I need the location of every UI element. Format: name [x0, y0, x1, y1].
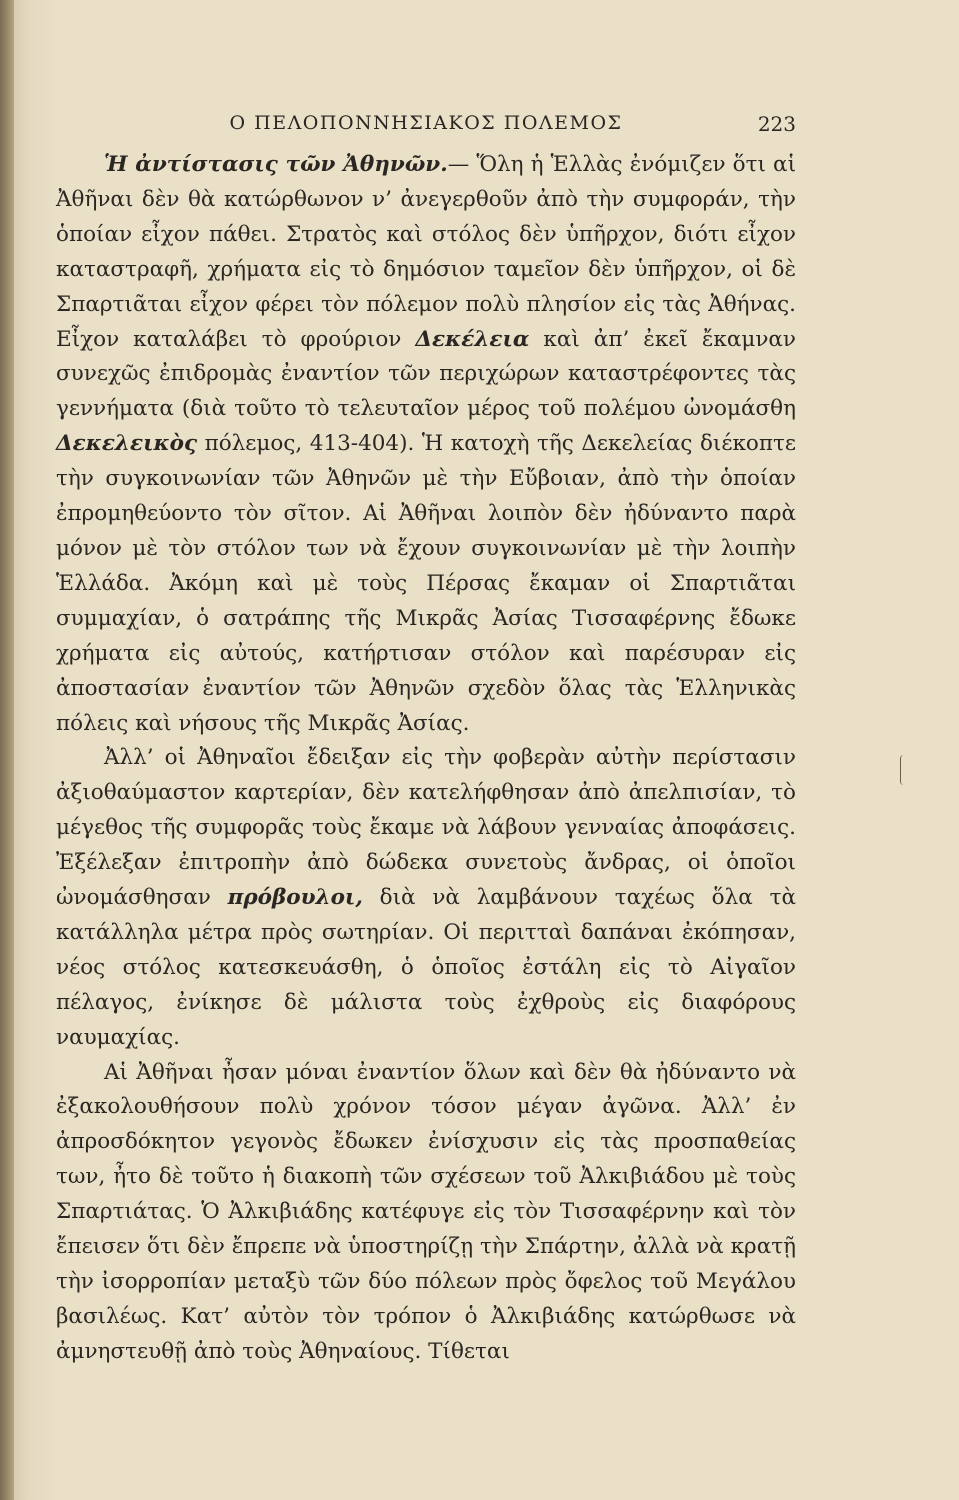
paragraph-text: — Ὅλη ἡ Ἑλλὰς ἐνόμιζεν ὅτι αἱ Ἀθῆναι δὲν θὰ κατώρθωνον ν’ ἀνεγερθοῦν ἀπὸ τὴν συμφοράν, τὴν ὁποίαν εἶχον πάθει. Στρατὸς καὶ στόλος δὲν ὑπῆρχον, διότι εἶχον καταστραφῆ, χρήματα εἰς τὸ δημόσιον ταμεῖον δὲν ὑπῆρχον, οἱ δὲ Σπαρτιᾶται εἶχον φέρει τὸν πόλεμον πολὺ πλησίον εἰς τὰς Ἀθήνας. Εἶχον καταλάβει τὸ φρούριον	[56, 152, 796, 352]
emphasized-term: Δεκέλεια	[415, 326, 530, 352]
emphasized-term: Δεκελεικὸς	[56, 431, 198, 457]
page-number: 223	[757, 112, 796, 136]
paragraph-3	[56, 1056, 796, 1370]
paragraph-text: πόλεμος, 413-404). Ἡ κατοχὴ τῆς Δεκελείας διέκοπτε τὴν συγκοινωνίαν τῶν Ἀθηνῶν μὲ τὴν Εὔβοιαν, ἀπὸ τὴν ὁποίαν ἐπρομηθεύοντο τὸν σῖτον. Αἱ Ἀθῆναι λοιπὸν δὲν ἠδύναντο παρὰ μόνον μὲ τὸν στόλον των νὰ ἔχουν συγκοινωνίαν μὲ τὴν λοιπὴν Ἑλλάδα. Ἀκόμη καὶ μὲ τοὺς Πέρσας ἔκαμαν οἱ Σπαρτιᾶται συμμαχίαν, ὁ σατράπης τῆς Μικρᾶς Ἀσίας Τισσαφέρνης ἔδωκε χρήματα εἰς αὐτούς, κατήρτισαν στόλον καὶ παρέσυραν εἰς ἀποστασίαν ἐναντίον τῶν Ἀθηνῶν σχεδὸν ὅλας τὰς Ἑλληνικὰς πόλεις καὶ νήσους τῆς Μικρᾶς Ἀσίας.	[56, 431, 796, 736]
paragraph-1	[56, 148, 796, 741]
body-text	[56, 148, 796, 1370]
paragraph-text: καὶ ἀπ’ ἐκεῖ ἔκαμναν συνεχῶς ἐπιδρομὰς ἐναντίον τῶν περιχώρων καταστρέφοντες τὰς γεννήματα (διὰ τοῦτο τὸ τελευταῖον μέρος τοῦ πολέμου ὠνομάσθη	[56, 326, 796, 422]
paragraph-text: Ἀλλ’ οἱ Ἀθηναῖοι ἔδειξαν εἰς τὴν φοβερὰν αὐτὴν περίστασιν ἀξιοθαύμαστον καρτερίαν, δὲν κατελήφθησαν ἀπὸ ἀπελπισίαν, τὸ μέγεθος τῆς συμφορᾶς τοὺς ἔκαμε νὰ λάβουν γενναίας ἀποφάσεις. Ἐξέλεξαν ἐπιτροπὴν ἀπὸ δώδεκα συνετοὺς ἄνδρας, οἱ ὁποῖοι ὠνομάσθησαν	[56, 745, 796, 911]
paragraph-2	[56, 741, 796, 1055]
emphasized-term: πρόβουλοι,	[227, 885, 363, 911]
paragraph-text: Αἱ Ἀθῆναι ἦσαν μόναι ἐναντίον ὅλων καὶ δὲν θὰ ἠδύναντο νὰ ἐξακολουθήσουν πολὺ χρόνον τόσον μέγαν ἀγῶνα. Ἀλλ’ ἐν ἀπροσδόκητον γεγονὸς ἔδωκεν ἐνίσχυσιν εἰς τὰς προσπαθείας των, ἦτο δὲ τοῦτο ἡ διακοπὴ τῶν σχέσεων τοῦ Ἀλκιβιάδου μὲ τοὺς Σπαρτιάτας. Ὁ Ἀλκιβιάδης κατέφυγε εἰς τὸν Τισσαφέρνην καὶ τὸν ἔπεισεν ὅτι δὲν ἔπρεπε νὰ ὑποστηρίζῃ τὴν Σπάρτην, ἀλλὰ νὰ κρατῇ τὴν ἰσορροπίαν μεταξὺ τῶν δύο πόλεων πρὸς ὄφελος τοῦ Μεγάλου βασιλέως. Κατ’ αὐτὸν τὸν τρόπον ὁ Ἀλκιβιάδης κατώρθωσε νὰ ἀμνηστευθῇ ἀπὸ τοὺς Ἀθηναίους. Τίθεται	[56, 1059, 796, 1364]
running-title: Ο ΠΕΛΟΠΟΝΝΗΣΙΑΚΟΣ ΠΟΛΕΜΟΣ	[229, 112, 623, 134]
page-header	[56, 112, 796, 142]
paragraph-text: διὰ νὰ λαμβάνουν ταχέως ὅλα τὰ κατάλληλα μέτρα πρὸς σωτηρίαν. Οἱ περιτταὶ δαπάναι ἐκόπησαν, νέος στόλος κατεσκευάσθη, ὁ ὁποῖος ἐστάλη εἰς τὸ Αἰγαῖον πέλαγος, ἐνίκησε δὲ μάλιστα τοὺς ἐχθροὺς εἰς διαφόρους ναυμαχίας.	[56, 885, 796, 1050]
section-heading: Ἡ ἀντίστασις τῶν Ἀθηνῶν.	[104, 152, 448, 177]
margin-mark	[900, 755, 907, 785]
binding-edge	[0, 0, 14, 1500]
